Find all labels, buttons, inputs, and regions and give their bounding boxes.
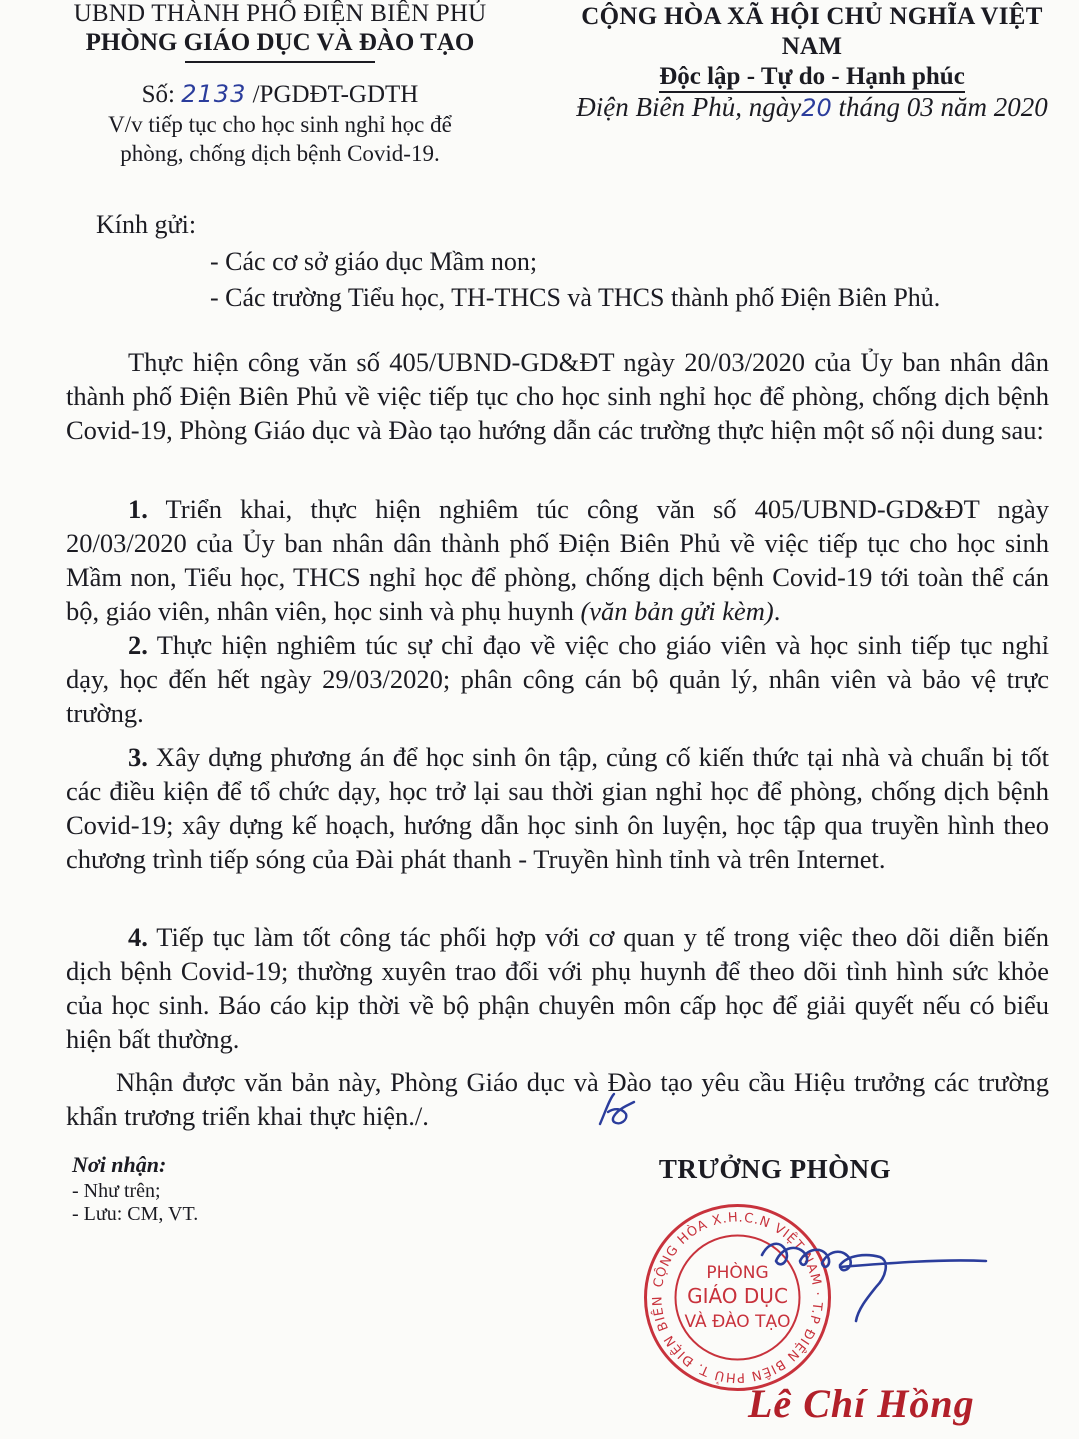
nation-line2: Độc lập - Tự do - Hạnh phúc xyxy=(659,63,965,93)
recipient-item: - Các trường Tiểu học, TH-THCS và THCS thành phố Điện Biên Phủ. xyxy=(210,283,941,312)
item-text: Xây dựng phương án để học sinh ôn tập, củng cố kiến thức tại nhà và chuẩn bị tốt các điều kiện để tổ chức dạy, học trở lại sau thời gian nghỉ học để phòng, chống dịch bệnh Covid-19; xây dựng kế hoạch, hướng dẫn học sinh ôn luyện, học tập qua truyền hình theo chương trình tiếp sóng của Đài phát thanh - Truyền hình tỉnh và trên Internet. xyxy=(66,742,1049,874)
closing-paragraph xyxy=(66,1065,1049,1133)
item-number: 2. xyxy=(128,630,148,660)
distribution-label: Nơi nhận: xyxy=(72,1152,167,1177)
issue-date xyxy=(548,92,1076,123)
item-italic: (văn bản gửi kèm) xyxy=(580,596,774,626)
intro-paragraph xyxy=(66,345,1049,447)
agency-line2: PHÒNG GIÁO DỤC VÀ ĐÀO TẠO xyxy=(85,29,475,56)
agency-line1: UBND THÀNH PHỐ ĐIỆN BIÊN PHỦ xyxy=(73,0,487,27)
item-paragraph xyxy=(66,740,1049,876)
item-number: 3. xyxy=(128,742,148,772)
signer-title: TRƯỞNG PHÒNG xyxy=(658,1154,892,1184)
agency-underline xyxy=(185,61,375,63)
subject-line1: V/v tiếp tục cho học sinh nghỉ học để xyxy=(108,112,452,137)
seal-line1: PHÒNG xyxy=(706,1263,769,1283)
document-number xyxy=(40,80,520,109)
item-paragraph xyxy=(66,492,1049,628)
seal-ring-text: CỘNG HÒA X.H.C.N VIỆT NAM · T.P ĐIỆN BIÊN PHỦ T. ĐIỆN BIÊN xyxy=(650,1210,825,1385)
item-text: Thực hiện nghiêm túc sự chỉ đạo về việc cho giáo viên và học sinh tiếp tục nghỉ dạy, học đến hết ngày 29/03/2020; phân công cán bộ quản lý, nhân viên và bảo vệ trực trường. xyxy=(66,630,1049,728)
addressee-label: Kính gửi: xyxy=(96,210,197,239)
item-number: 4. xyxy=(128,922,148,952)
subject-line2: phòng, chống dịch bệnh Covid-19. xyxy=(120,141,440,166)
issuing-agency xyxy=(40,0,520,63)
item-text: Triển khai, thực hiện nghiêm túc công văn số 405/UBND-GD&ĐT ngày 20/03/2020 của Ủy ban nhân dân thành phố Điện Biên Phủ về việc tiếp tục cho học sinh Mầm non, Tiểu học, THCS nghỉ học để phòng, chống dịch bệnh Covid-19 tới toàn thể cán bộ, giáo viên, nhân viên, học sinh và phụ huynh xyxy=(66,494,1049,626)
date-suffix: tháng 03 năm 2020 xyxy=(831,92,1048,122)
item-paragraph xyxy=(66,920,1049,1056)
item-number: 1. xyxy=(128,494,148,524)
so-label: Số: xyxy=(141,81,176,108)
signer-name: Lê Chí Hồng xyxy=(748,1381,975,1426)
distribution-item: - Lưu: CM, VT. xyxy=(72,1203,199,1225)
handwritten-signature-icon xyxy=(690,1225,1000,1335)
item-paragraph xyxy=(66,628,1049,730)
date-day: 20 xyxy=(801,94,832,122)
distribution-item: - Như trên; xyxy=(72,1180,161,1202)
national-motto xyxy=(548,2,1076,92)
intro-text: Thực hiện công văn số 405/UBND-GD&ĐT ngày 20/03/2020 của Ủy ban nhân dân thành phố Điện Biên Phủ về việc tiếp tục cho học sinh nghỉ học để phòng, chống dịch bệnh Covid-19, Phòng Giáo dục và Đào tạo hướng dẫn các trường thực hiện một số nội dung sau: xyxy=(66,347,1049,445)
item-end: . xyxy=(773,596,781,626)
recipient-item: - Các cơ sở giáo dục Mầm non; xyxy=(210,247,538,276)
seal-line3: VÀ ĐÀO TẠO xyxy=(684,1312,791,1332)
subject-line xyxy=(40,110,520,168)
date-prefix: Điện Biên Phủ, ngày xyxy=(576,92,802,122)
item-text: Tiếp tục làm tốt công tác phối hợp với cơ quan y tế trong việc theo dõi diễn biến dịch bệnh Covid-19; thường xuyên trao đổi với phụ huynh để theo dõi tình hình sức khỏe của học sinh. Báo cáo kịp thời về bộ phận chuyên môn cấp học để giải quyết nếu có biểu hiện bất thường. xyxy=(66,922,1049,1054)
closing-text: Nhận được văn bản này, Phòng Giáo dục và Đào tạo yêu cầu Hiệu trưởng các trường khẩn trương triển khai thực hiện./. xyxy=(66,1067,1049,1131)
so-number: 2133 xyxy=(181,80,247,108)
nation-line1: CỘNG HÒA XÃ HỘI CHỦ NGHĨA VIỆT NAM xyxy=(581,3,1043,60)
so-suffix: /PGDĐT-GDTH xyxy=(252,81,419,108)
seal-line2: GIÁO DỤC xyxy=(687,1284,788,1308)
handwritten-initial-icon xyxy=(596,1090,638,1130)
